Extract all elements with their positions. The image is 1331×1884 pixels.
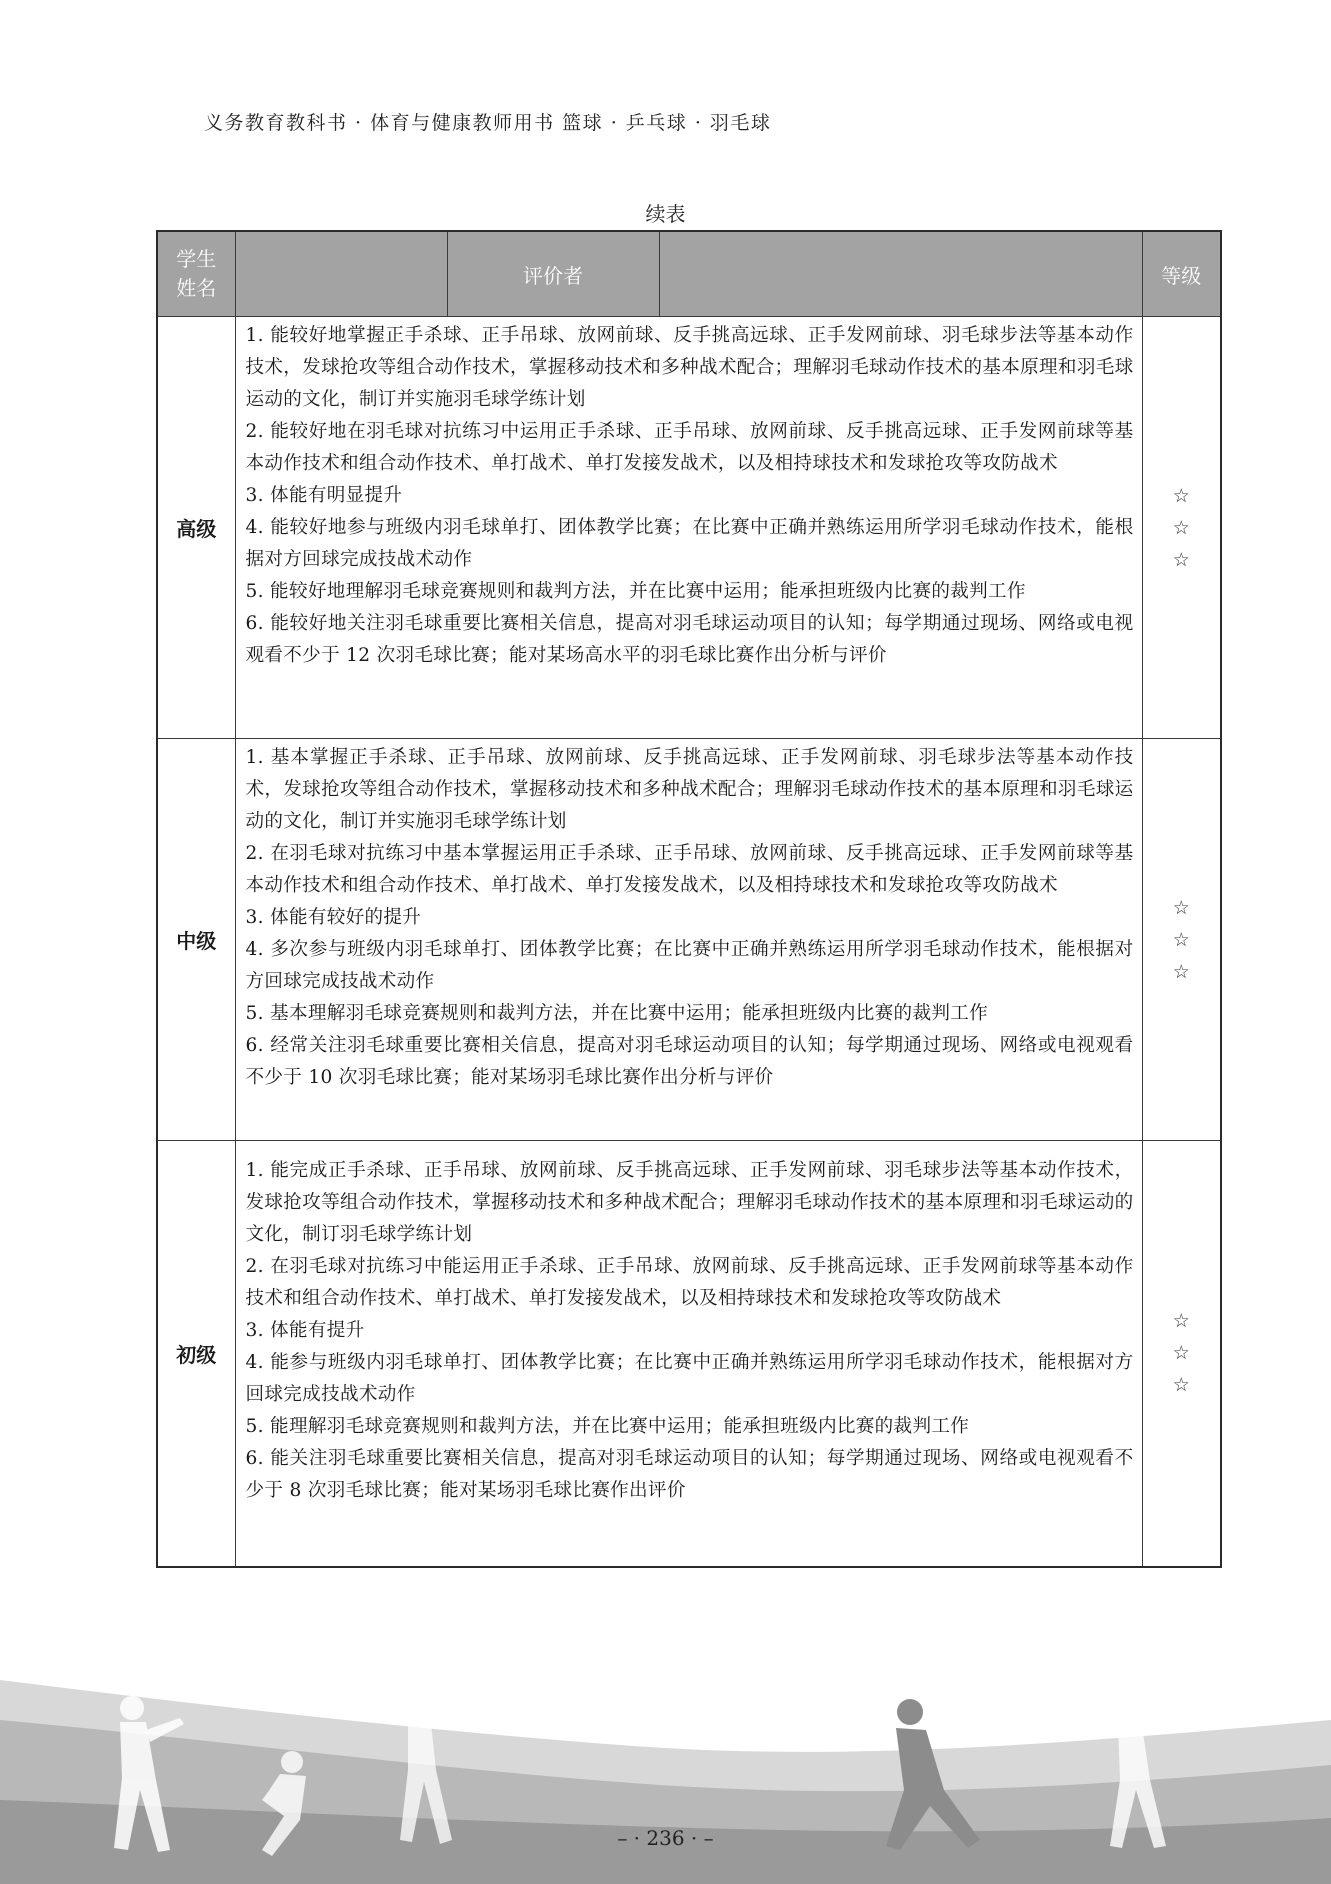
star-outline-icon: ☆ [1172, 1374, 1190, 1397]
criteria-item: 1. 能完成正手杀球、正手吊球、放网前球、反手挑高远球、正手发网前球、羽毛球步法等基本动作技术，发球抢攻等组合动作技术，掌握移动技术和多种战术配合；理解羽毛球动作技术的基本原理和羽毛球运动的文化，制订羽毛球学练计划 [245, 1160, 1134, 1245]
grade-stars [1142, 1141, 1221, 1567]
star-outline-icon: ☆ [1172, 1342, 1190, 1365]
table-caption: 续表 [645, 202, 686, 226]
star-outline-icon: ☆ [1172, 516, 1190, 539]
criteria-item: 2. 能较好地在羽毛球对抗练习中运用正手杀球、正手吊球、放网前球、反手挑高远球、正手发网前球等基本动作技术和组合动作技术、单打战术、单打发接发战术，以及相持球技术和发球抢攻等攻防战术 [245, 421, 1134, 474]
header-student-name: 学生姓名 [157, 231, 235, 317]
criteria-item: 2. 在羽毛球对抗练习中基本掌握运用正手杀球、正手吊球、放网前球、反手挑高远球、正手发网前球等基本动作技术和组合动作技术、单打战术、单打发接发战术，以及相持球技术和发球抢攻等攻防战术 [245, 843, 1134, 896]
table-row-advanced [157, 317, 1221, 739]
level-label: 中级 [157, 739, 235, 1141]
criteria-item: 5. 能较好地理解羽毛球竞赛规则和裁判方法，并在比赛中运用；能承担班级内比赛的裁判工作 [245, 581, 1026, 602]
criteria-item: 3. 体能有提升 [245, 1320, 365, 1341]
criteria-item: 6. 能较好地关注羽毛球重要比赛相关信息，提高对羽毛球运动项目的认知；每学期通过现场、网络或电视观看不少于 12 次羽毛球比赛；能对某场高水平的羽毛球比赛作出分析与评价 [245, 613, 1134, 666]
header-evaluator: 评价者 [447, 231, 659, 317]
header-grade: 等级 [1142, 231, 1221, 317]
table-row-beginner [157, 1141, 1221, 1567]
criteria-item: 4. 能参与班级内羽毛球单打、团体教学比赛；在比赛中正确并熟练运用所学羽毛球动作技术，能根据对方回球完成技战术动作 [245, 1352, 1134, 1405]
star-outline-icon: ☆ [1172, 896, 1190, 919]
star-outline-icon: ☆ [1172, 1310, 1190, 1333]
star-outline-icon: ☆ [1172, 484, 1190, 507]
grade-stars [1142, 739, 1221, 1141]
criteria-item: 2. 在羽毛球对抗练习中能运用正手杀球、正手吊球、放网前球、反手挑高远球、正手发网前球等基本动作技术和组合动作技术、单打战术、单打发接发战术，以及相持球技术和发球抢攻等攻防战术 [245, 1256, 1134, 1309]
criteria-cell [235, 1141, 1142, 1567]
table-row-intermediate [157, 739, 1221, 1141]
header-blank-cell [235, 231, 447, 317]
criteria-item: 4. 多次参与班级内羽毛球单打、团体教学比赛；在比赛中正确并熟练运用所学羽毛球动作技术，能根据对方回球完成技战术动作 [245, 939, 1134, 992]
level-label: 高级 [157, 317, 235, 739]
criteria-item: 6. 能关注羽毛球重要比赛相关信息，提高对羽毛球运动项目的认知；每学期通过现场、网络或电视观看不少于 8 次羽毛球比赛；能对某场羽毛球比赛作出评价 [245, 1448, 1134, 1501]
criteria-item: 3. 体能有明显提升 [245, 485, 403, 506]
criteria-cell [235, 739, 1142, 1141]
level-label: 初级 [157, 1141, 235, 1567]
criteria-item: 6. 经常关注羽毛球重要比赛相关信息，提高对羽毛球运动项目的认知；每学期通过现场、网络或电视观看不少于 10 次羽毛球比赛；能对某场羽毛球比赛作出分析与评价 [245, 1035, 1134, 1088]
criteria-item: 3. 体能有较好的提升 [245, 907, 422, 928]
criteria-item: 1. 基本掌握正手杀球、正手吊球、放网前球、反手挑高远球、正手发网前球、羽毛球步法等基本动作技术，发球抢攻等组合动作技术，掌握移动技术和多种战术配合；理解羽毛球动作技术的基本原理和羽毛球运动的文化，制订并实施羽毛球学练计划 [245, 747, 1134, 832]
star-outline-icon: ☆ [1172, 960, 1190, 983]
criteria-item: 5. 基本理解羽毛球竞赛规则和裁判方法，并在比赛中运用；能承担班级内比赛的裁判工作 [245, 1003, 989, 1024]
table-header-row [157, 231, 1221, 317]
criteria-item: 5. 能理解羽毛球竞赛规则和裁判方法，并在比赛中运用；能承担班级内比赛的裁判工作 [245, 1416, 970, 1437]
running-header: 义务教育教科书 · 体育与健康教师用书 篮球 · 乒乓球 · 羽毛球 [204, 112, 772, 134]
star-outline-icon: ☆ [1172, 548, 1190, 571]
criteria-item: 4. 能较好地参与班级内羽毛球单打、团体教学比赛；在比赛中正确并熟练运用所学羽毛球动作技术，能根据对方回球完成技战术动作 [245, 517, 1134, 570]
header-blank-cell [659, 231, 1142, 317]
page-number: – · 236 · – [617, 1826, 714, 1850]
criteria-item: 1. 能较好地掌握正手杀球、正手吊球、放网前球、反手挑高远球、正手发网前球、羽毛球步法等基本动作技术，发球抢攻等组合动作技术，掌握移动技术和多种战术配合；理解羽毛球动作技术的基本原理和羽毛球运动的文化，制订并实施羽毛球学练计划 [245, 325, 1134, 410]
star-outline-icon: ☆ [1172, 928, 1190, 951]
evaluation-table [156, 230, 1222, 1568]
criteria-cell [235, 317, 1142, 739]
grade-stars [1142, 317, 1221, 739]
